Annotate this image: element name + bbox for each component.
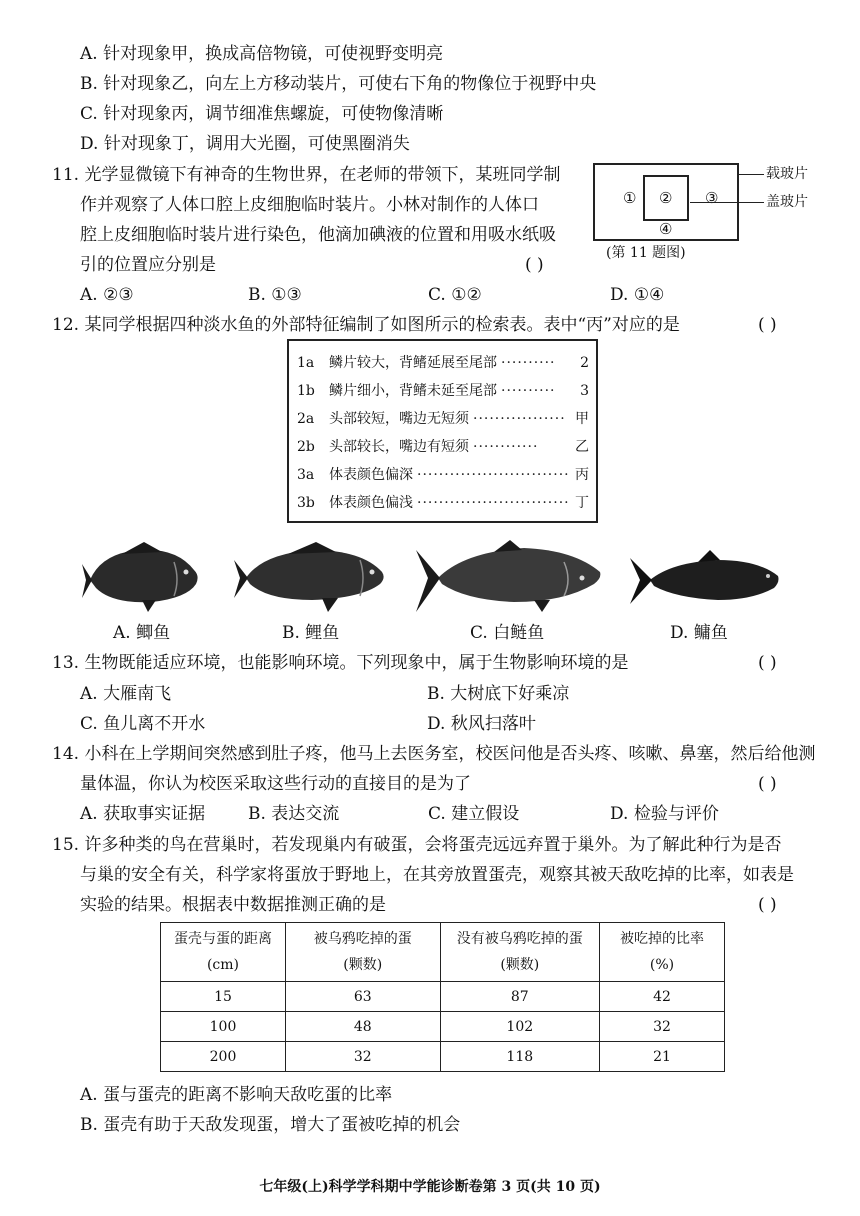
q10-option-c: C. 针对现象丙，调节细准焦螺旋，可使物像清晰 xyxy=(80,104,444,124)
q11-line-1: 11. 光学显微镜下有神奇的生物世界，在老师的带领下，某班同学制 xyxy=(52,165,561,185)
fish-label-a: A. 鲫鱼 xyxy=(113,623,171,643)
q14-line-2: 量体温，你认为校医采取这些行动的直接目的是为了 xyxy=(80,774,471,794)
position-4-label: ④ xyxy=(659,220,673,238)
bighead-carp-illustration xyxy=(628,548,780,610)
table-header: 被乌鸦吃掉的蛋 (颗数) xyxy=(285,923,440,982)
identification-key xyxy=(287,339,598,523)
q15-line-1: 15. 许多种类的鸟在营巢时，若发现巢内有破蛋，会将蛋壳远远弃置于巢外。为了解此种行为是否 xyxy=(52,835,782,855)
q13-line: 13. 生物既能适应环境，也能影响环境。下列现象中，属于生物影响环境的是 xyxy=(52,653,629,673)
fish-label-c: C. 白鲢鱼 xyxy=(470,623,545,643)
coverslip-pointer-line xyxy=(690,202,764,203)
position-2-label: ② xyxy=(659,189,673,207)
table-header: 被吃掉的比率 (%) xyxy=(600,923,725,982)
q13-option-d: D. 秋风扫落叶 xyxy=(427,714,536,734)
key-row: 3b 体表颜色偏浅 ···························· 丁 xyxy=(297,495,589,511)
key-row: 3a 体表颜色偏深 ···························· 丙 xyxy=(297,467,589,483)
table-row: 15 63 87 42 xyxy=(161,982,725,1012)
q15-line-3: 实验的结果。根据表中数据推测正确的是 xyxy=(80,895,386,915)
q14-option-a: A. 获取事实证据 xyxy=(80,804,206,824)
q14-option-b: B. 表达交流 xyxy=(248,804,340,824)
q15-option-b: B. 蛋壳有助于天敌发现蛋，增大了蛋被吃掉的机会 xyxy=(80,1115,461,1135)
q15-line-2: 与巢的安全有关，科学家将蛋放于野地上，在其旁放置蛋壳，观察其被天敌吃掉的比率，如表是 xyxy=(80,865,794,885)
table-row: 100 48 102 32 xyxy=(161,1012,725,1042)
q13-option-b: B. 大树底下好乘凉 xyxy=(427,684,570,704)
q13-option-c: C. 鱼儿离不开水 xyxy=(80,714,206,734)
q14-line-1: 14. 小科在上学期间突然感到肚子疼，他马上去医务室，校医问他是否头疼、咳嗽、鼻塞，然后给他测 xyxy=(52,744,816,764)
q11-figure-caption: (第 11 题图) xyxy=(606,245,686,261)
coverslip-label: 盖玻片 xyxy=(766,194,808,210)
position-3-label: ③ xyxy=(705,189,719,207)
carp-illustration xyxy=(232,540,392,615)
q13-option-a: A. 大雁南飞 xyxy=(80,684,172,704)
q15-answer-paren: ( ) xyxy=(758,895,777,915)
q12-line: 12. 某同学根据四种淡水鱼的外部特征编制了如图所示的检索表。表中“丙”对应的是 xyxy=(52,315,680,335)
table-header: 没有被乌鸦吃掉的蛋 (颗数) xyxy=(440,923,600,982)
q11-line-4: 引的位置应分别是 xyxy=(80,255,216,275)
q10-option-d: D. 针对现象丁，调用大光圈，可使黑圈消失 xyxy=(80,134,410,154)
q11-answer-paren: ( ) xyxy=(525,255,544,275)
q11-line-3: 腔上皮细胞临时装片进行染色，他滴加碘液的位置和用吸水纸吸 xyxy=(80,225,556,245)
key-row: 2a 头部较短，嘴边无短须 ················· 甲 xyxy=(297,411,589,427)
q11-line-2: 作并观察了人体口腔上皮细胞临时装片。小林对制作的人体口 xyxy=(80,195,539,215)
q11-option-d: D. ①④ xyxy=(610,285,665,305)
page-footer: 七年级(上)科学学科期中学能诊断卷第 3 页(共 10 页) xyxy=(259,1179,601,1195)
q12-answer-paren: ( ) xyxy=(758,315,777,335)
key-row: 1a 鳞片较大，背鳍延展至尾部 ·········· 2 xyxy=(297,355,589,371)
key-row: 2b 头部较长，嘴边有短须 ············ 乙 xyxy=(297,439,589,455)
q11-option-a: A. ②③ xyxy=(80,285,134,305)
q14-answer-paren: ( ) xyxy=(758,774,777,794)
q11-option-b: B. ①③ xyxy=(248,285,302,305)
key-row: 1b 鳞片细小，背鳍未延至尾部 ·········· 3 xyxy=(297,383,589,399)
position-1-label: ① xyxy=(623,189,637,207)
q10-option-b: B. 针对现象乙，向左上方移动装片，可使右下角的物像位于视野中央 xyxy=(80,74,597,94)
q13-answer-paren: ( ) xyxy=(758,653,777,673)
fish-label-b: B. 鲤鱼 xyxy=(282,623,340,643)
q11-option-c: C. ①② xyxy=(428,285,482,305)
q10-option-a: A. 针对现象甲，换成高倍物镜，可使视野变明亮 xyxy=(80,44,444,64)
table-header-row xyxy=(161,923,725,982)
slide-label: 载玻片 xyxy=(766,166,808,182)
fish-label-d: D. 鳙鱼 xyxy=(670,623,728,643)
slide-pointer-line xyxy=(738,174,764,175)
table-header: 蛋壳与蛋的距离 (cm) xyxy=(161,923,286,982)
crucian-carp-illustration xyxy=(82,540,212,615)
q15-option-a: A. 蛋与蛋壳的距离不影响天敌吃蛋的比率 xyxy=(80,1085,393,1105)
table-row: 200 32 118 21 xyxy=(161,1042,725,1072)
silver-carp-illustration xyxy=(414,538,604,618)
q14-option-d: D. 检验与评价 xyxy=(610,804,719,824)
q14-option-c: C. 建立假设 xyxy=(428,804,520,824)
egg-predation-table xyxy=(160,922,725,1072)
